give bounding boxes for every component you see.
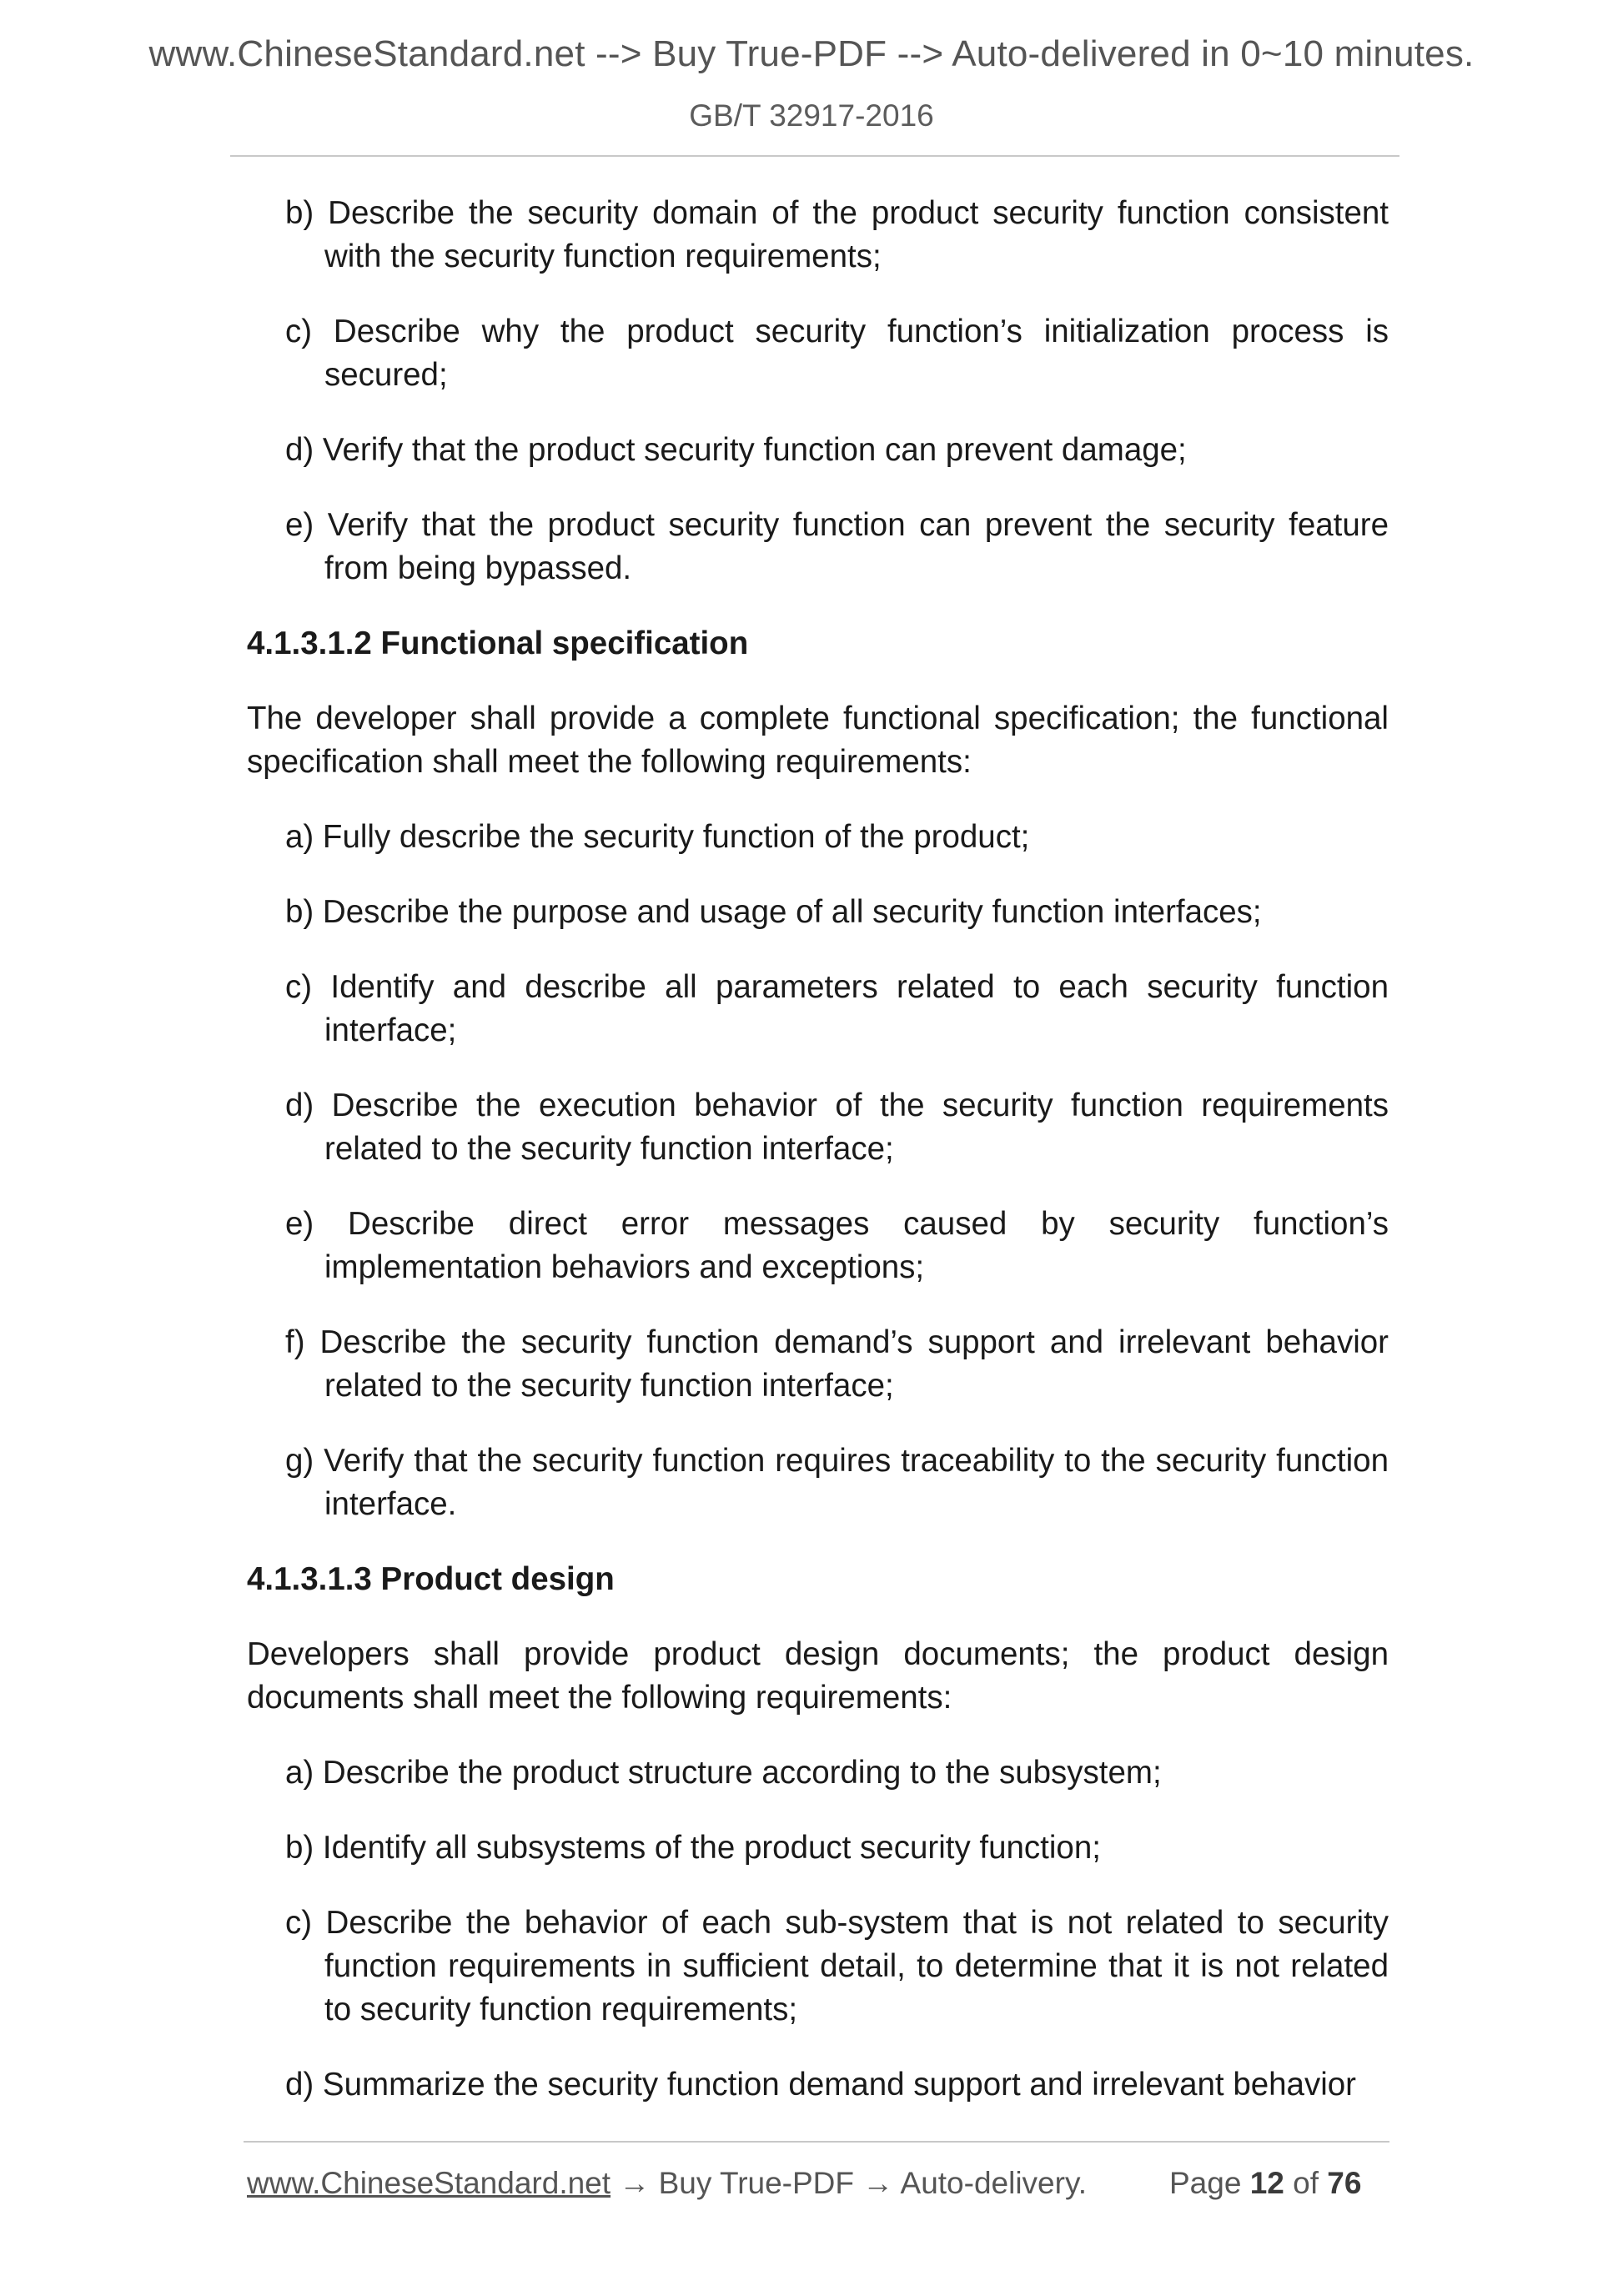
list-item: d) Verify that the product security function can prevent damage; (285, 432, 1187, 468)
page-indicator (1169, 2166, 1361, 2201)
page-content (247, 192, 1389, 2138)
list-item: e) Describe direct error messages caused by security function’s implementation behaviors and exceptions; (285, 1206, 1389, 1285)
footer-links (247, 2166, 1087, 2201)
list-item: a) Describe the product structure according to the subsystem; (285, 1755, 1162, 1791)
list-item: c) Describe why the product security function’s initialization process is secured; (285, 314, 1389, 393)
list-item: d) Summarize the security function demand support and irrelevant behavior (285, 2067, 1356, 2103)
footer-tagline: → Buy True-PDF → Auto-delivery. (611, 2166, 1087, 2200)
section-intro-paragraph: Developers shall provide product design documents; the product design documents shall meet the following requirements: (247, 1636, 1389, 1716)
list-item: b) Describe the security domain of the product security function consistent with the security function requirements; (285, 195, 1389, 274)
list-item: b) Describe the purpose and usage of all security function interfaces; (285, 894, 1262, 930)
section-intro-paragraph: The developer shall provide a complete functional specification; the functional specification shall meet the following requirements: (247, 701, 1389, 780)
page-label: Page (1169, 2166, 1242, 2200)
footer-site-link[interactable]: www.ChineseStandard.net (247, 2166, 611, 2200)
footer-divider (244, 2141, 1389, 2143)
list-item: f) Describe the security function demand’s support and irrelevant behavior related to the security function interface; (285, 1324, 1389, 1404)
list-item: c) Identify and describe all parameters related to each security function interface; (285, 969, 1389, 1048)
header-banner: www.ChineseStandard.net --> Buy True-PDF --> Auto-delivered in 0~10 minutes. (148, 33, 1475, 74)
list-item: a) Fully describe the security function of the product; (285, 819, 1030, 855)
document-code: GB/T 32917-2016 (689, 98, 934, 133)
list-item: d) Describe the execution behavior of the security function requirements related to the security function interface; (285, 1088, 1389, 1167)
list-item: e) Verify that the product security function can prevent the security feature from being bypassed. (285, 507, 1389, 586)
list-item: g) Verify that the security function requires traceability to the security function interface. (285, 1443, 1389, 1522)
section-heading-product-design: 4.1.3.1.3 Product design (247, 1561, 615, 1597)
section-heading-functional-specification: 4.1.3.1.2 Functional specification (247, 625, 749, 661)
page-number: 12 (1249, 2166, 1284, 2200)
header-divider (230, 155, 1399, 157)
of-label: of (1293, 2166, 1319, 2200)
list-item: c) Describe the behavior of each sub-system that is not related to security function requirements in sufficient detail, to determine that it is not related to security function requirements; (285, 1905, 1389, 2027)
total-pages: 76 (1327, 2166, 1362, 2200)
list-item: b) Identify all subsystems of the product security function; (285, 1830, 1101, 1866)
